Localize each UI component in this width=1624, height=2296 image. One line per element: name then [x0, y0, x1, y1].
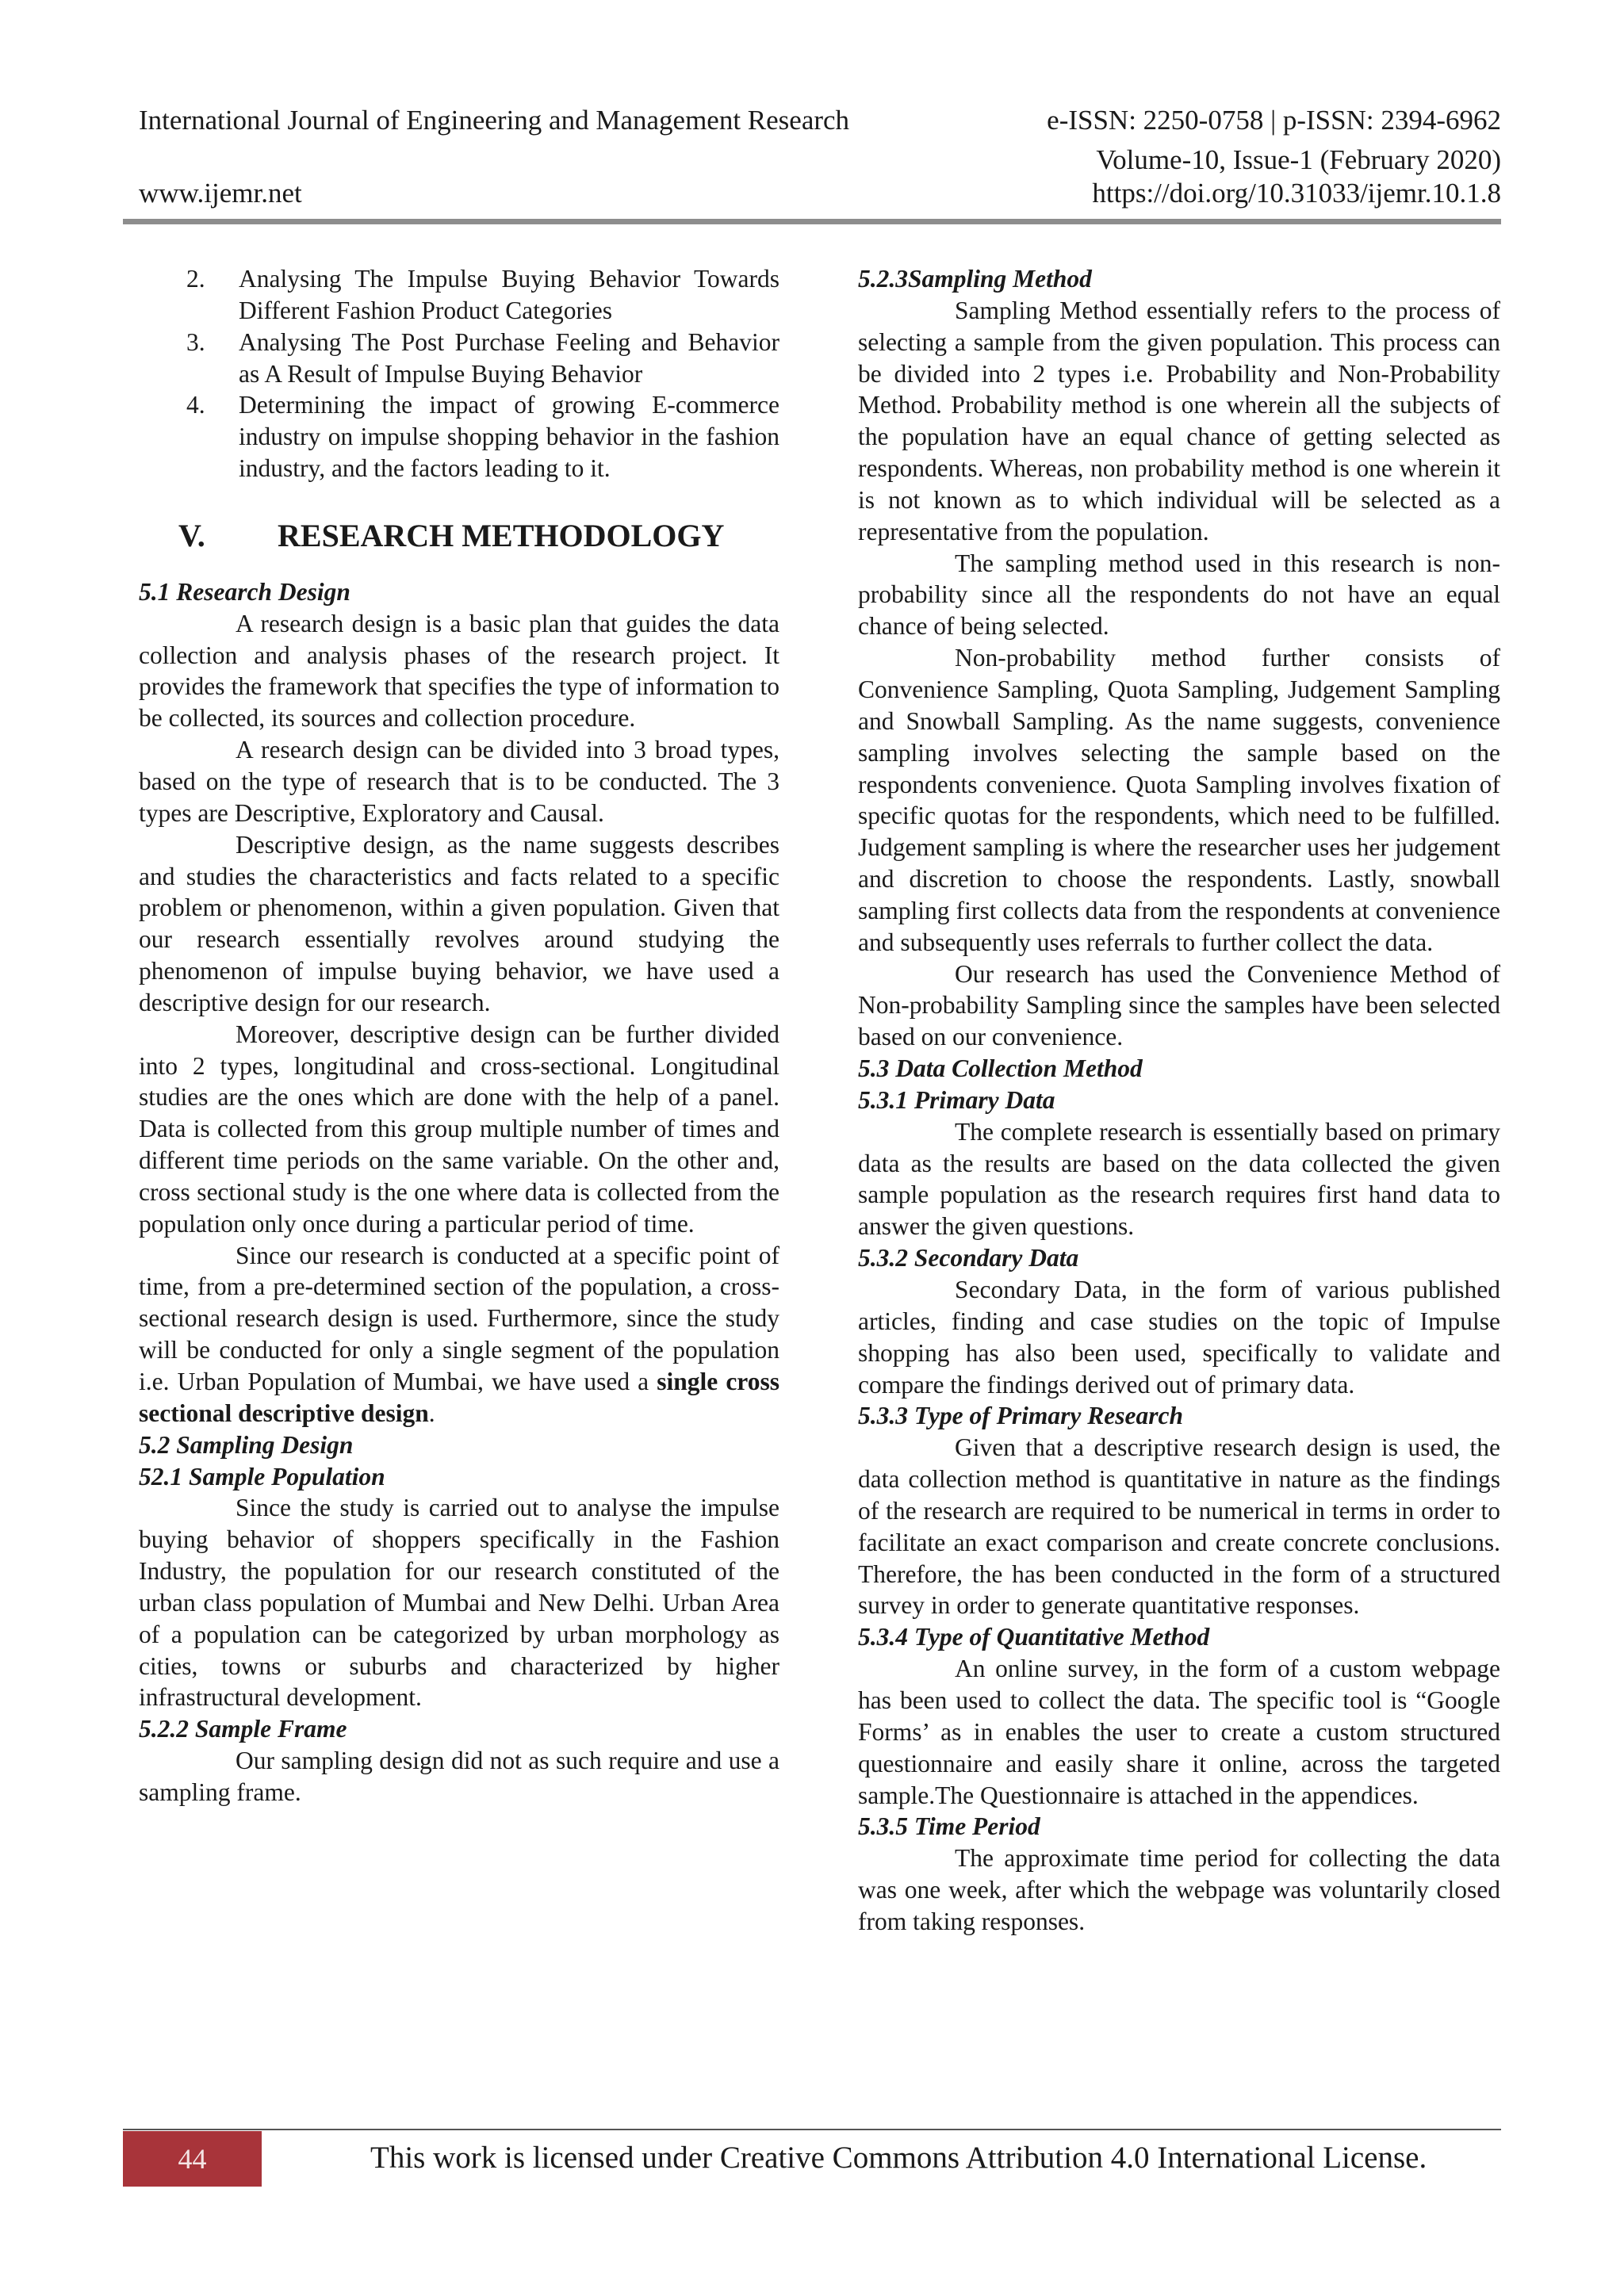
section-number: V. — [178, 517, 205, 553]
footer-divider — [123, 2129, 1501, 2130]
list-item — [139, 327, 779, 390]
journal-website-link[interactable]: www.ijemr.net — [139, 178, 302, 209]
header-divider — [123, 219, 1501, 224]
paragraph: An online survey, in the form of a custom webpage has been used to collect the data. The specific tool is “Google Forms’ as in enables the user to create a custom structured questionnaire and easily share it online, across the targeted sample.The Questionnaire is attached in the appendices. — [858, 1655, 1500, 1809]
paragraph: The approximate time period for collecting the data was one week, after which the webpage was voluntarily closed from taking responses. — [858, 1844, 1500, 1935]
list-item — [139, 389, 779, 484]
paragraph — [139, 1240, 779, 1429]
doi-link[interactable]: https://doi.org/10.31033/ijemr.10.1.8 — [1092, 178, 1501, 209]
subheading-5-3-5: 5.3.5 Time Period — [858, 1812, 1040, 1841]
paragraph: Since the study is carried out to analyse the impulse buying behavior of shoppers specifically in the Fashion Industry, the population for our research constituted of the urban class population of Mumbai and New Delhi. Urban Area of a population can be categorized by urban morphology as cities, towns or suburbs and characterized by higher infrastructural development. — [139, 1494, 779, 1712]
section-heading — [139, 516, 779, 556]
section-title: RESEARCH METHODOLOGY — [278, 517, 725, 553]
subheading-5-2-1: 52.1 Sample Population — [139, 1462, 385, 1490]
left-column — [139, 263, 779, 1808]
subheading-5-3-2: 5.3.2 Secondary Data — [858, 1244, 1079, 1272]
paragraph: Sampling Method essentially refers to the process of selecting a sample from the given population. This process can be divided into 2 types i.e. Probability and Non-Probability Method. Probability method is one wherein all the subjects of the population have an equal chance of getting selected as respondents. Whereas, non probability method is one wherein it is not known as to which individual will be selected as a representative from the population. — [858, 296, 1500, 545]
paragraph: Our research has used the Convenience Method of Non-probability Sampling since the samples have been selected based on our convenience. — [858, 959, 1500, 1051]
subheading-5-2-2: 5.2.2 Sample Frame — [139, 1715, 347, 1743]
list-item-number: 2. — [186, 265, 205, 293]
subheading-5-2-3: 5.2.3Sampling Method — [858, 265, 1092, 293]
paragraph: Moreover, descriptive design can be further divided into 2 types, longitudinal and cross-sectional. Longitudinal studies are the ones which are done with the help of a panel. Data is collected from this group multiple number of times and different time periods on the same variable. On the other and, cross sectional study is the one where data is collected from the population only once during a particular period of time. — [139, 1020, 779, 1238]
paragraph: Given that a descriptive research design is used, the data collection method is quantitative in nature as the findings of the research are required to be numerical in terms in order to facilitate an exact comparison and create concrete conclusions. Therefore, the has been conducted in the form of a structured survey in order to generate quantitative responses. — [858, 1433, 1500, 1620]
list-item-number: 3. — [186, 327, 205, 356]
paragraph: Secondary Data, in the form of various published articles, finding and case studies on the topic of Impulse shopping has also been used, specifically to validate and compare the findings derived out of primary data. — [858, 1276, 1500, 1399]
paragraph: The sampling method used in this research is non-probability since all the respondents do not have an equal chance of being selected. — [858, 549, 1500, 641]
paragraph-text: Since our research is conducted at a specific point of time, from a pre-determined section of the population, a cross-sectional research design is used. Furthermore, since the study will be conducted for only a single segment of the population i.e. Urban Population of Mumbai, we have used a — [139, 1241, 779, 1395]
journal-name: International Journal of Engineering and Management Research — [139, 105, 850, 136]
subheading-5-3-3: 5.3.3 Type of Primary Research — [858, 1402, 1184, 1430]
list-item-text: Analysing The Impulse Buying Behavior Towards Different Fashion Product Categories — [239, 265, 779, 324]
objectives-list — [139, 263, 779, 484]
emphasis-text: single cross sectional descriptive design — [139, 1368, 779, 1427]
license-notice: This work is licensed under Creative Commons Attribution 4.0 International License. — [370, 2141, 1427, 2175]
paragraph: The complete research is essentially based on primary data as the results are based on the data collected the given sample population as the research requires first hand data to answer the given questions. — [858, 1117, 1500, 1241]
paragraph: Descriptive design, as the name suggests describes and studies the characteristics and facts related to a specific problem or phenomenon, within a given population. Given that our research essentially revolves around studying the phenomenon of impulse buying behavior, we have used a descriptive design for our research. — [139, 830, 779, 1016]
paragraph: A research design can be divided into 3 broad types, based on the type of research that is to be conducted. The 3 types are Descriptive, Exploratory and Causal. — [139, 736, 779, 827]
paragraph-text-end: . — [428, 1399, 435, 1427]
paragraph: Our sampling design did not as such require and use a sampling frame. — [139, 1747, 779, 1806]
subheading-5-3: 5.3 Data Collection Method — [858, 1054, 1143, 1083]
subheading-5-2: 5.2 Sampling Design — [139, 1430, 354, 1459]
subheading-5-3-1: 5.3.1 Primary Data — [858, 1085, 1055, 1114]
list-item-text: Determining the impact of growing E-commerce industry on impulse shopping behavior in the fashion industry, and the factors leading to it. — [239, 391, 779, 483]
list-item-number: 4. — [186, 391, 205, 419]
list-item — [139, 263, 779, 327]
subheading-5-3-4: 5.3.4 Type of Quantitative Method — [858, 1623, 1210, 1651]
page-number: 44 — [123, 2131, 262, 2187]
paragraph: A research design is a basic plan that guides the data collection and analysis phases of the research project. It provides the framework that specifies the type of information to be collected, its sources and collection procedure. — [139, 609, 779, 733]
paragraph: Non-probability method further consists of Convenience Sampling, Quota Sampling, Judgement Sampling and Snowball Sampling. As the name suggests, convenience sampling involves selecting the sample based on the respondents convenience. Quota Sampling involves fixation of specific quotas for the respondents, which need to be fulfilled. Judgement sampling is where the researcher uses her judgement and discretion to choose the respondents. Lastly, snowball sampling first collects data from the respondents at convenience and subsequently uses referrals to further collect the data. — [858, 644, 1500, 956]
volume-issue: Volume-10, Issue-1 (February 2020) — [1096, 144, 1501, 175]
subheading-5-1: 5.1 Research Design — [139, 577, 350, 606]
list-item-text: Analysing The Post Purchase Feeling and Behavior as A Result of Impulse Buying Behavior — [239, 327, 779, 388]
issn: e-ISSN: 2250-0758 | p-ISSN: 2394-6962 — [1047, 105, 1501, 136]
right-column — [858, 263, 1500, 1938]
